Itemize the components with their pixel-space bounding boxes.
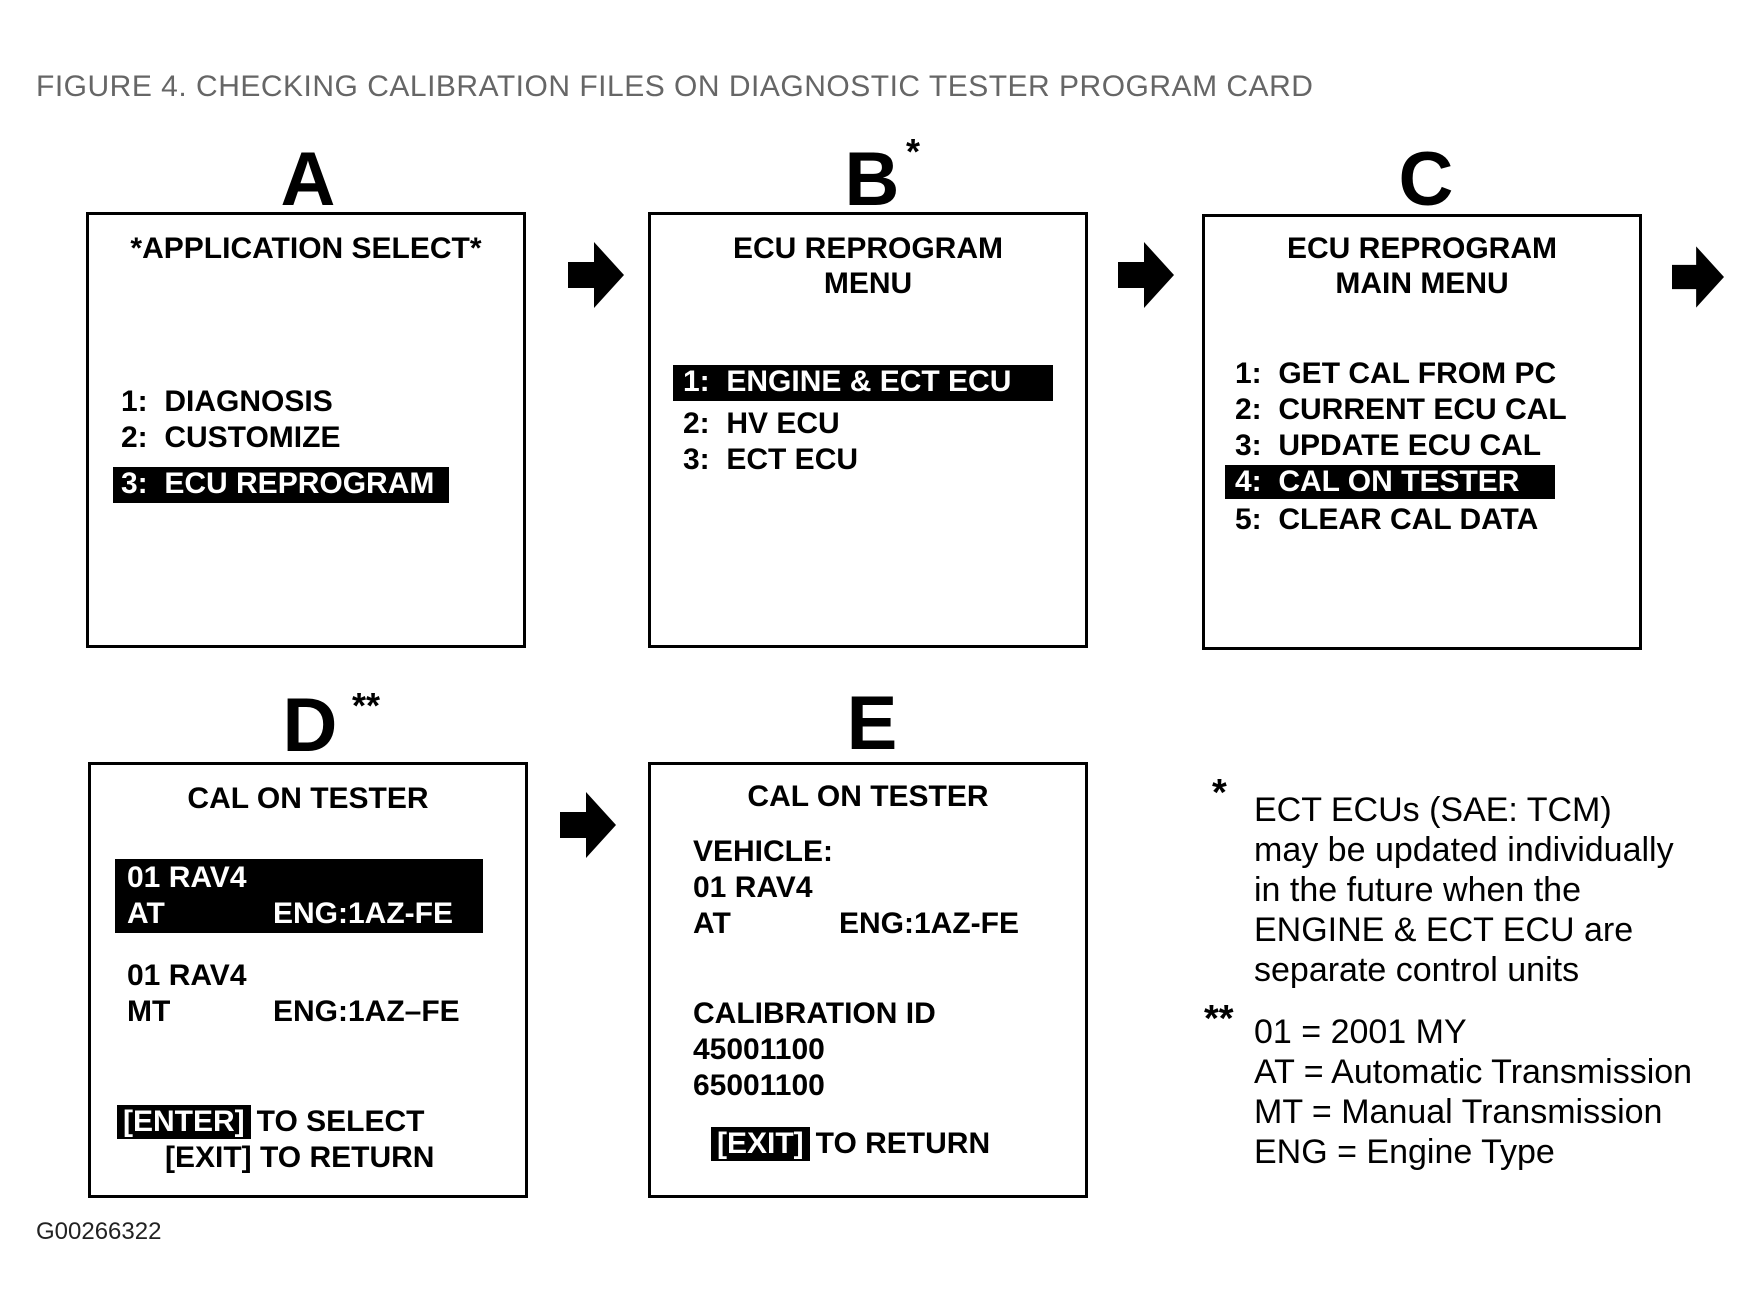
exit-instruction-text: TO RETURN	[815, 1127, 991, 1160]
note1-line: ENGINE & ECT ECU are	[1254, 911, 1634, 949]
calibration-id-value: 45001100	[693, 1033, 825, 1066]
note2-mark: **	[1204, 998, 1234, 1040]
right-arrow-icon	[1118, 242, 1174, 308]
entry-model: 01 RAV4	[127, 861, 247, 894]
screen-cal-on-tester-list	[88, 762, 528, 1198]
panel-letter-d: D	[282, 683, 338, 768]
note1-line: ECT ECUs (SAE: TCM)	[1254, 791, 1612, 829]
footnote-mark-d: **	[352, 685, 381, 726]
enter-instruction-text: TO SELECT	[256, 1105, 425, 1138]
vehicle-engine: ENG:1AZ-FE	[839, 907, 1019, 940]
screen-title-line1: ECU REPROGRAM	[732, 232, 1003, 265]
vehicle-transmission: AT	[693, 907, 731, 940]
note2-line: MT = Manual Transmission	[1254, 1093, 1663, 1131]
panel-letter-b: B	[844, 137, 900, 222]
note2-line: AT = Automatic Transmission	[1254, 1053, 1693, 1091]
panel-letter-e: E	[846, 681, 898, 766]
entry-transmission: AT	[127, 897, 165, 930]
exit-instruction	[711, 1127, 990, 1161]
screen-title: CAL ON TESTER	[747, 780, 989, 813]
menu-item-current-ecu-cal[interactable]: 2: CURRENT ECU CAL	[1235, 393, 1567, 426]
vehicle-model: 01 RAV4	[693, 871, 813, 904]
screen-title-line1: ECU REPROGRAM	[1286, 232, 1557, 265]
right-arrow-icon	[1672, 244, 1724, 310]
enter-instruction	[117, 1105, 424, 1139]
calibration-entry-selected[interactable]	[115, 859, 483, 933]
right-arrow-icon	[568, 242, 624, 308]
menu-item-engine-ect-ecu-selected[interactable]: 1: ENGINE & ECT ECU	[673, 365, 1053, 401]
menu-item-update-ecu-cal[interactable]: 3: UPDATE ECU CAL	[1235, 429, 1542, 462]
screen-title: *APPLICATION SELECT*	[130, 232, 482, 265]
entry-engine: ENG:1AZ–FE	[273, 995, 460, 1028]
note1-line: in the future when the	[1254, 871, 1582, 909]
enter-key[interactable]: [ENTER]	[117, 1105, 251, 1139]
entry-transmission: MT	[127, 995, 171, 1028]
menu-item-customize[interactable]: 2: CUSTOMIZE	[121, 421, 341, 454]
menu-item-ecu-reprogram-selected[interactable]: 3: ECU REPROGRAM	[113, 467, 449, 503]
entry-engine: ENG:1AZ-FE	[273, 897, 453, 930]
note1-mark: *	[1212, 772, 1227, 814]
menu-item-cal-on-tester-selected[interactable]: 4: CAL ON TESTER	[1225, 465, 1555, 499]
screen-cal-on-tester-detail	[648, 762, 1088, 1198]
footnote-mark-b: *	[906, 131, 921, 172]
figure-code: G00266322	[36, 1218, 162, 1245]
note2-line: ENG = Engine Type	[1254, 1133, 1555, 1171]
screen-title: CAL ON TESTER	[187, 782, 429, 815]
menu-item-diagnosis[interactable]: 1: DIAGNOSIS	[121, 385, 333, 418]
menu-item-clear-cal-data[interactable]: 5: CLEAR CAL DATA	[1235, 503, 1539, 536]
note1-line: may be updated individually	[1254, 831, 1674, 869]
menu-item-ect-ecu[interactable]: 3: ECT ECU	[683, 443, 859, 476]
panel-letter-a: A	[280, 137, 336, 222]
screen-application-select	[86, 212, 526, 648]
screen-ecu-reprogram-main-menu	[1202, 214, 1642, 650]
right-arrow-icon	[560, 792, 616, 858]
calibration-id-label: CALIBRATION ID	[693, 997, 936, 1030]
calibration-id-value: 65001100	[693, 1069, 825, 1102]
note2-line: 01 = 2001 MY	[1254, 1013, 1467, 1051]
exit-instruction: [EXIT] TO RETURN	[165, 1141, 435, 1174]
menu-item-hv-ecu[interactable]: 2: HV ECU	[683, 407, 840, 440]
entry-model: 01 RAV4	[127, 959, 247, 992]
panel-letter-c: C	[1398, 137, 1454, 222]
screen-title-line2: MAIN MENU	[1335, 267, 1509, 300]
vehicle-label: VEHICLE:	[693, 835, 834, 868]
screen-title-line2: MENU	[823, 267, 913, 300]
exit-key[interactable]: [EXIT]	[711, 1127, 810, 1161]
screen-ecu-reprogram-menu	[648, 212, 1088, 648]
menu-item-get-cal-from-pc[interactable]: 1: GET CAL FROM PC	[1235, 357, 1557, 390]
note1-line: separate control units	[1254, 951, 1580, 989]
figure-title: FIGURE 4. CHECKING CALIBRATION FILES ON DIAGNOSTIC TESTER PROGRAM CARD	[36, 70, 1314, 103]
